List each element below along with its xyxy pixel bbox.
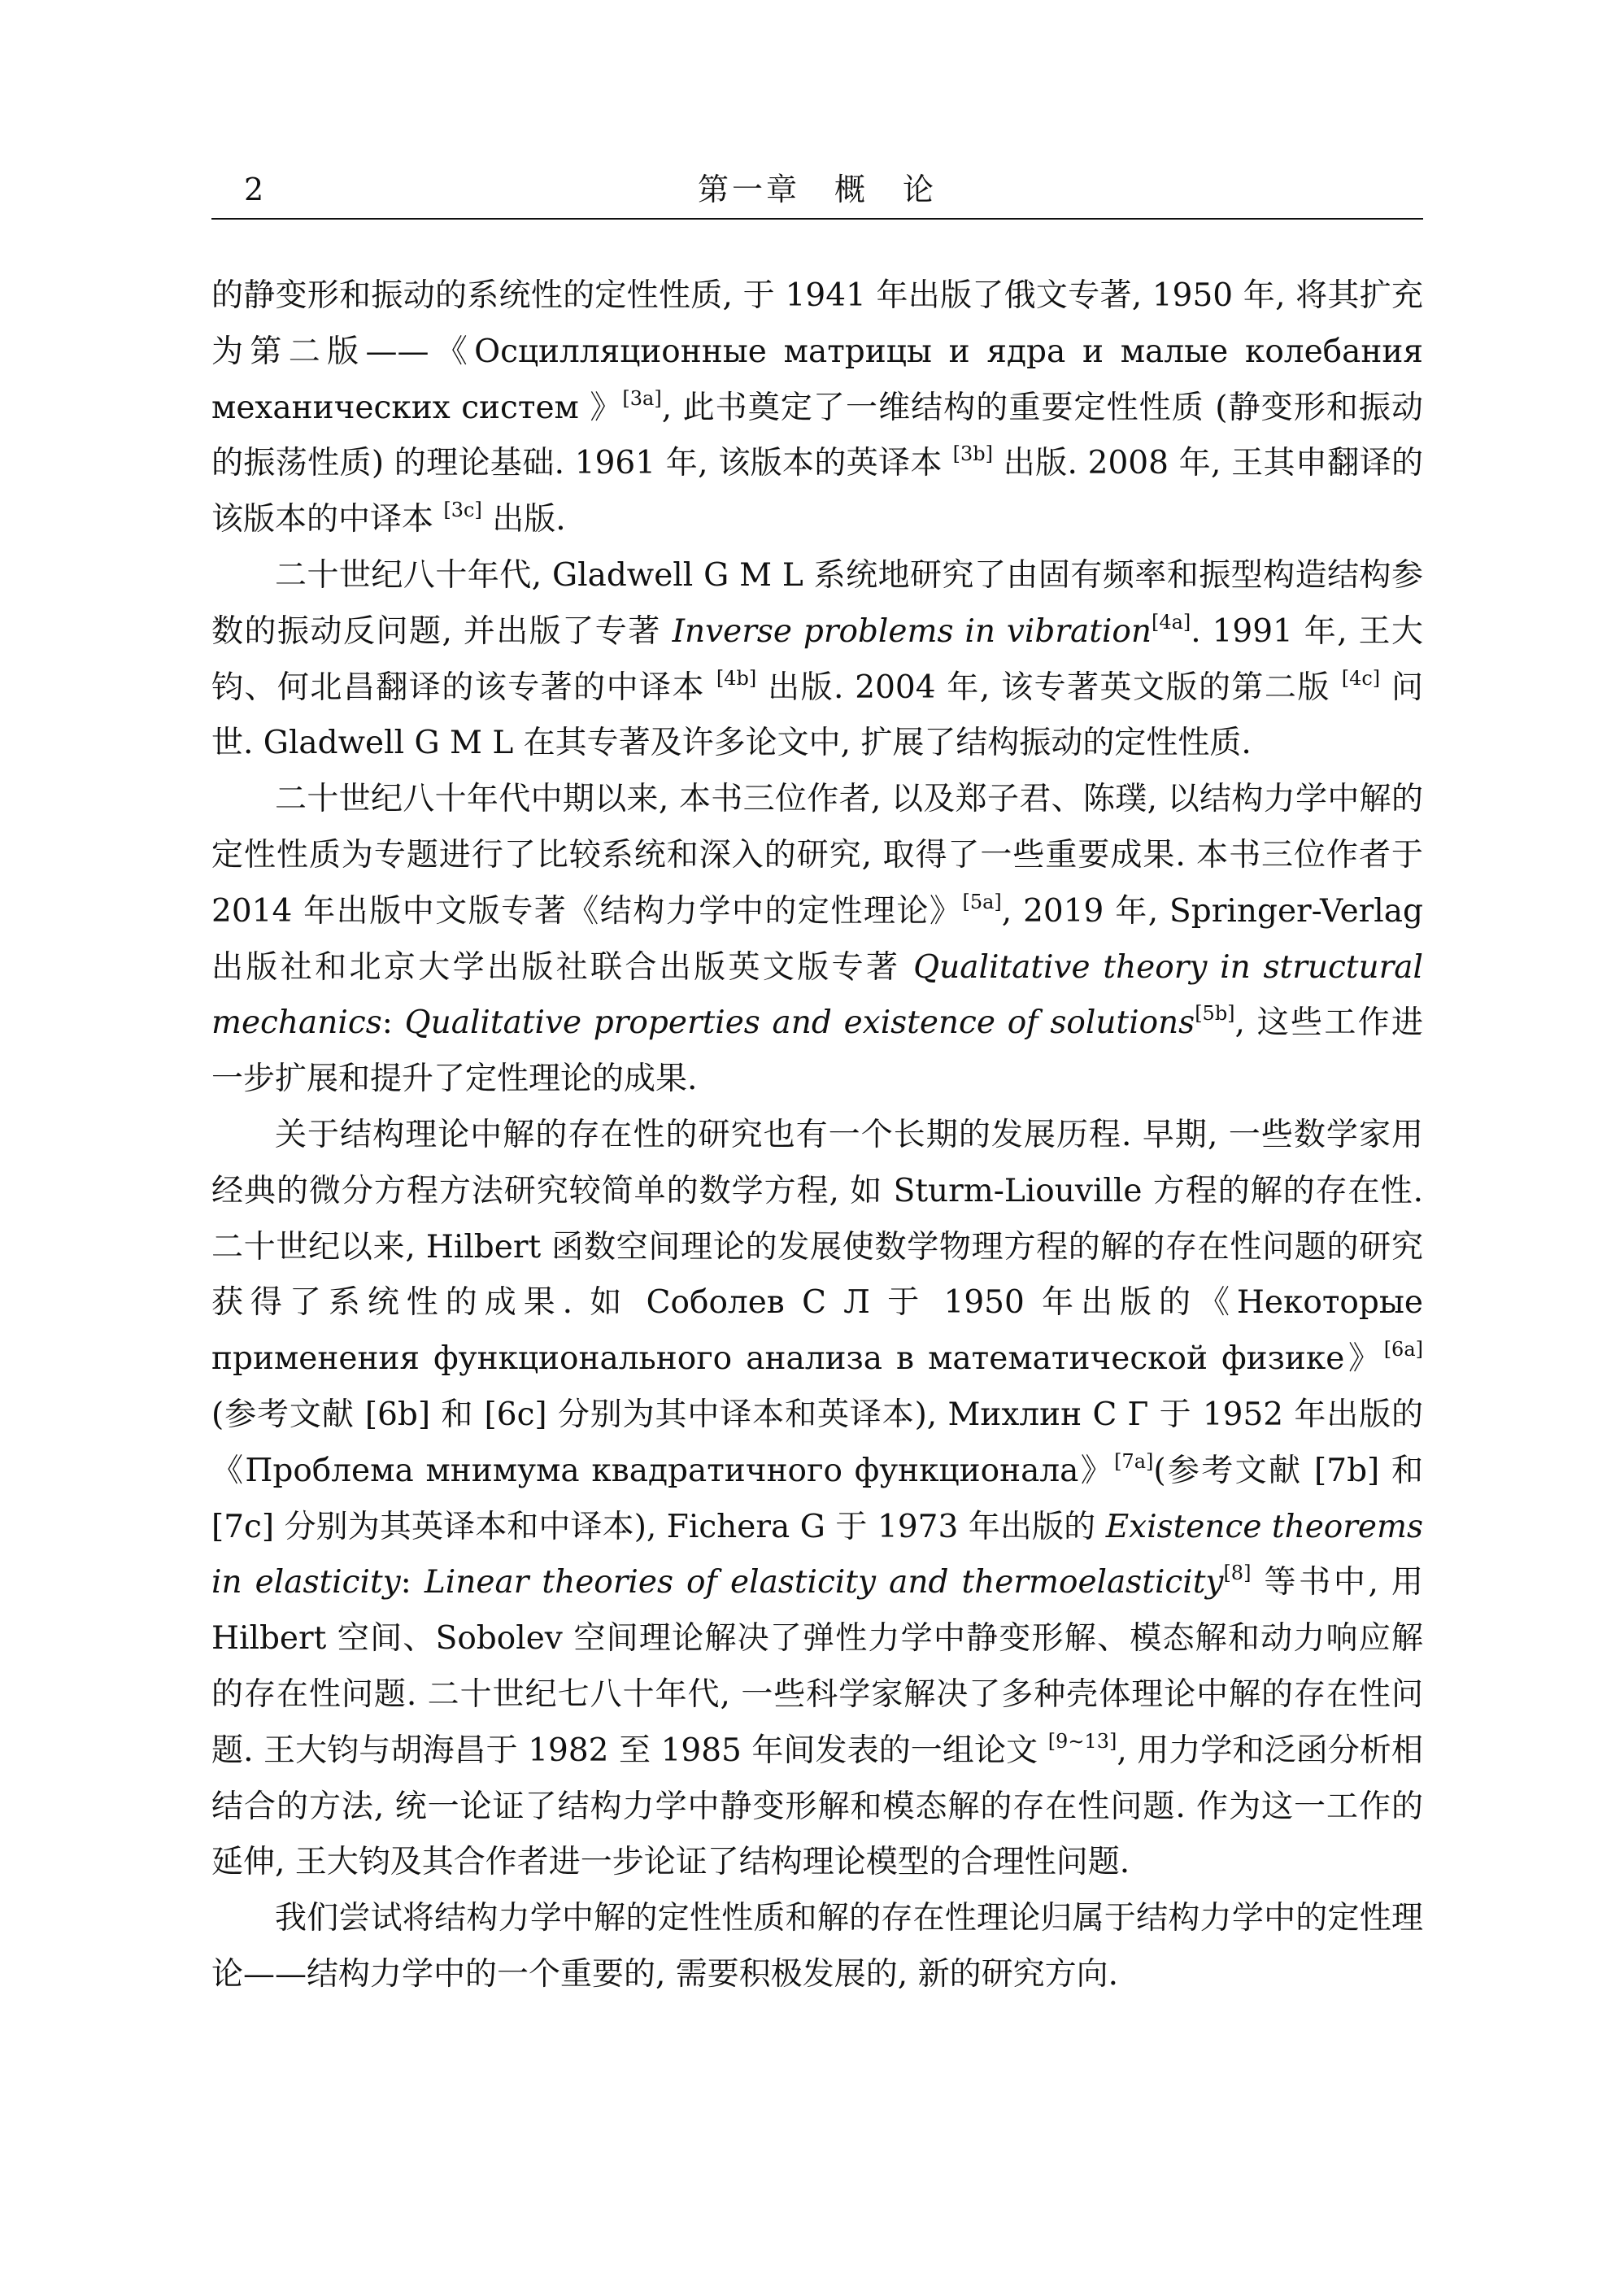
text-run: 的静变形和振动的系统性的定性性质, 于 1941 年出版了俄文专著, 1950 年, 将其扩充为第二版——《Осцилляционные матрицы и ядра и малые колебания механических систем 》 <box>211 277 1423 426</box>
text-run: 出版. 2004 年, 该专著英文版的第二版 <box>756 669 1342 706</box>
paragraph-4 <box>211 1108 1423 1891</box>
text-run: . 1991 年, 王大钧、何北昌翻译的该专著的中译本 <box>211 612 1423 706</box>
paragraph-2 <box>211 548 1423 772</box>
citation-ref: [9∼13] <box>1047 1729 1117 1753</box>
body-text <box>211 268 1423 2003</box>
citation-ref: [5a] <box>962 890 1002 913</box>
text-run: 出版. 2008 年, 王其申翻译的该版本的中译本 <box>211 445 1423 538</box>
page-header <box>211 169 1423 220</box>
citation-ref: [5b] <box>1195 1002 1235 1026</box>
citation-ref: [3c] <box>443 499 482 522</box>
text-run: , 2019 年, Springer-Verlag 出版社和北京大学出版社联合出版英文版专著 <box>211 892 1424 986</box>
text-run: 关于结构理论中解的存在性的研究也有一个长期的发展历程. 早期, 一些数学家用经典的微分方程方法研究较简单的数学方程, 如 Sturm-Liouville 方程的解的存在性. 二十世纪以来, Hilbert 函数空间理论的发展使数学物理方程的解的存在性问题的研究获得了系统性的成果. 如 Соболев С Л 于 1950 年出版的《Некоторые применения функционального анализа в математической физике》 <box>211 1116 1423 1378</box>
italic-title: Inverse problems in vibration <box>672 612 1152 650</box>
italic-title: Qualitative theory in structural mechanics <box>211 948 1423 1042</box>
italic-title: Existence theorems in elasticity <box>211 1508 1423 1601</box>
running-head: 第一章 概 论 <box>697 172 937 207</box>
text-run: , 此书奠定了一维结构的重要定性性质 (静变形和振动的振荡性质) 的理论基础. 1961 年, 该版本的英译本 <box>211 389 1423 482</box>
paragraph-5 <box>211 1891 1423 2003</box>
text-run: (参考文献 [7b] 和 [7c] 分别为其英译本和中译本), Fichera G 于 1973 年出版的 <box>211 1452 1424 1545</box>
text-run: : <box>400 1564 425 1601</box>
page-number: 2 <box>244 172 264 207</box>
text-run: , 这些工作进一步扩展和提升了定性理论的成果. <box>211 1004 1423 1098</box>
citation-ref: [4b] <box>716 666 757 690</box>
citation-ref: [6a] <box>1383 1338 1423 1361</box>
text-run: 二十世纪八十年代中期以来, 本书三位作者, 以及郑子君、陈璞, 以结构力学中解的定性性质为专题进行了比较系统和深入的研究, 取得了一些重要成果. 本书三位作者于 2014 年出版中文版专著《结构力学中的定性理论》 <box>211 781 1423 930</box>
text-run: 二十世纪八十年代, Gladwell G M L 系统地研究了由固有频率和振型构造结构参数的振动反问题, 并出版了专著 <box>211 556 1423 650</box>
paragraph-1 <box>211 268 1423 548</box>
text-run: , 用力学和泛函分析相结合的方法, 统一论证了结构力学中静变形解和模态解的存在性问题. 作为这一工作的延伸, 王大钧及其合作者进一步论证了结构理论模型的合理性问题. <box>211 1732 1423 1881</box>
text-run: (参考文献 [6b] 和 [6c] 分别为其中译本和英译本), Михлин С Г 于 1952 年出版的《Проблема мнимума квадратичного функционала》 <box>211 1396 1423 1489</box>
citation-ref: [4a] <box>1151 610 1191 634</box>
text-run: 等书中, 用 Hilbert 空间、Sobolev 空间理论解决了弹性力学中静变形解、模态解和动力响应解的存在性问题. 二十世纪七八十年代, 一些科学家解决了多种壳体理论中解的存在性问题. 王大钧与胡海昌于 1982 至 1985 年间发表的一组论文 <box>211 1564 1423 1769</box>
text-run: 出版. <box>481 501 566 538</box>
citation-ref: [4c] <box>1341 666 1381 690</box>
citation-ref: [7a] <box>1114 1449 1154 1473</box>
text-run: 问世. Gladwell G M L 在其专著及许多论文中, 扩展了结构振动的定性性质. <box>211 669 1424 762</box>
citation-ref: [3a] <box>622 386 662 410</box>
text-run: : <box>381 1004 405 1042</box>
citation-ref: [3b] <box>952 442 993 466</box>
italic-title: Qualitative properties and existence of solutions <box>404 1004 1195 1042</box>
paragraph-3 <box>211 772 1423 1108</box>
citation-ref: [8] <box>1223 1562 1252 1585</box>
italic-title: Linear theories of elasticity and thermoelasticity <box>424 1564 1224 1601</box>
text-run: 我们尝试将结构力学中解的定性性质和解的存在性理论归属于结构力学中的定性理论——结构力学中的一个重要的, 需要积极发展的, 新的研究方向. <box>211 1900 1423 1993</box>
